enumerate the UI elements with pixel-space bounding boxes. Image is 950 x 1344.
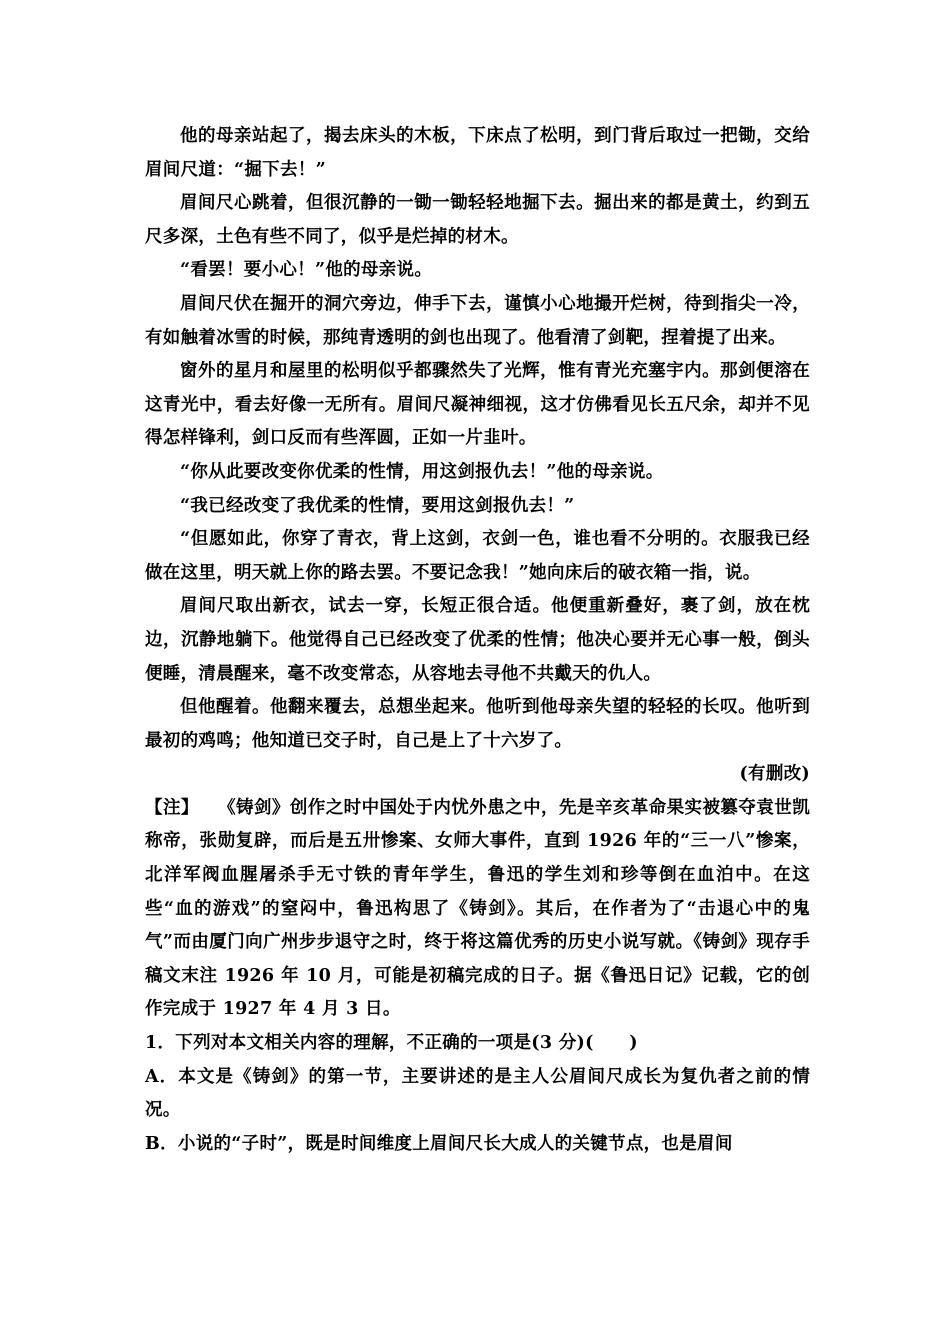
question-option: B．小说的“子时”，既是时间维度上眉间尺长大成人的关键节点，也是眉间: [145, 1133, 733, 1154]
document-body: [145, 120, 810, 1161]
story-paragraph: “我已经改变了我优柔的性情，要用这剑报仇去！”: [180, 495, 575, 516]
story-paragraph: 但他醒着。他翻来覆去，总想坐起来。他听到他母亲失望的轻轻的长叹。他听到最初的鸡鸣；他知道已交子时，自己是上了十六岁了。: [145, 697, 810, 751]
story-paragraph: “但愿如此，你穿了青衣，背上这剑，衣剑一色，谁也看不分明的。衣服我已经做在这里，明天就上你的路去罢。不要记念我！”她向床后的破衣箱一指，说。: [145, 529, 810, 583]
story-paragraph: 眉间尺心跳着，但很沉静的一锄一锄轻轻地掘下去。掘出来的都是黄土，约到五尺多深，土色有些不同了，似乎是烂掉的材木。: [145, 193, 810, 247]
source-note: (有删改): [739, 764, 810, 785]
annotation-note: [145, 792, 810, 1027]
story-paragraph: “看罢！要小心！”他的母亲说。: [180, 260, 433, 281]
story-paragraph: 眉间尺伏在掘开的洞穴旁边，伸手下去，谨慎小心地撮开烂树，待到指尖一冷，有如触着冰雪的时候，那纯青透明的剑也出现了。他看清了剑靶，捏着提了出来。: [145, 293, 810, 348]
question-stem: 1．下列对本文相关内容的理解，不正确的一项是(3 分)( ): [145, 1033, 638, 1054]
question-option: A．本文是《铸剑》的第一节，主要讲述的是主人公眉间尺成长为复仇者之前的情况。: [145, 1066, 810, 1121]
story-paragraph: 窗外的星月和屋里的松明似乎都骤然失了光辉，惟有青光充塞宇内。那剑便溶在这青光中，看去好像一无所有。眉间尺凝神细视，这才仿佛看见长五尺余，却并不见得怎样锋利，剑口反而有些浑圆，正如一片韭叶。: [145, 361, 810, 449]
note-text: 《铸剑》创作之时中国处于内忧外患之中，先是辛亥革命果实被篡夺袁世凯称帝，张勋复辟，而后是五卅惨案、女师大事件，直到 1926 年的“三一八”惨案，北洋军阀血腥屠杀手无寸铁的青年学生，鲁迅的学生刘和珍等倒在血泊中。在这些“血的游戏”的窒闷中，鲁迅构思了《铸剑》。其后，在作者为了“击退心中的鬼气”而由厦门向广州步步退守之时，终于将这篇优秀的历史小说写就。《铸剑》现存手稿文末注 1926 年 10 月，可能是初稿完成的日子。据《鲁迅日记》记载，它的创作完成于 1927 年 4 月 3 日。: [145, 797, 810, 1020]
story-paragraph: 眉间尺取出新衣，试去一穿，长短正很合适。他便重新叠好，裹了剑，放在枕边，沉静地躺下。他觉得自己已经改变了优柔的性情；他决心要并无心事一般，倒头便睡，清晨醒来，毫不改变常态，从容地去寻他不共戴天的仇人。: [145, 596, 810, 684]
story-paragraph: 他的母亲站起了，揭去床头的木板，下床点了松明，到门背后取过一把锄，交给眉间尺道：“掘下去！”: [145, 126, 810, 180]
note-label: 【注】: [145, 797, 199, 818]
story-paragraph: “你从此要改变你优柔的性情，用这剑报仇去！”他的母亲说。: [180, 461, 664, 482]
